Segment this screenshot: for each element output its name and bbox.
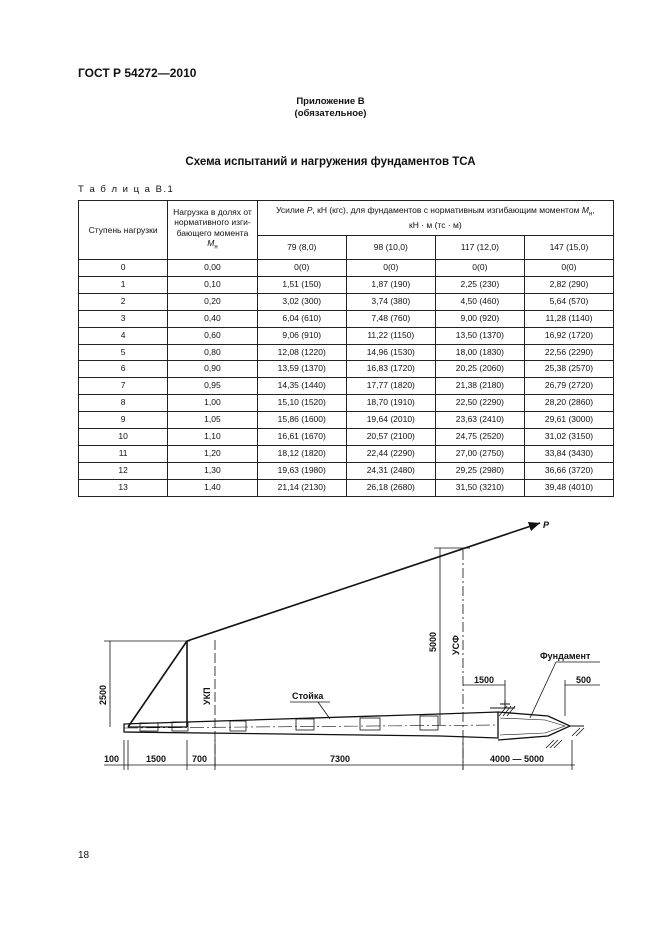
ukp-label: УКП: [202, 687, 212, 705]
table-cell: 3,02 (300): [257, 293, 346, 310]
table-cell: 1,20: [168, 445, 258, 462]
table-cell: 0(0): [524, 260, 613, 277]
dim-7300: 7300: [330, 754, 351, 764]
table-cell: 11,28 (1140): [524, 310, 613, 327]
table-cell: 0(0): [435, 260, 524, 277]
table-cell: 0,40: [168, 310, 258, 327]
usf-label: УСФ: [451, 635, 461, 655]
table-cell: 12,08 (1220): [257, 344, 346, 361]
table-cell: 16,92 (1720): [524, 327, 613, 344]
force-label: P: [543, 520, 550, 530]
table-cell: 21,38 (2180): [435, 378, 524, 395]
document-header: ГОСТ Р 54272—2010: [78, 66, 197, 80]
table-cell: 17,77 (1820): [346, 378, 435, 395]
table-cell: 10: [79, 429, 168, 446]
dim-100: 100: [104, 754, 120, 764]
table-cell: 13,50 (1370): [435, 327, 524, 344]
table-cell: 3: [79, 310, 168, 327]
table-cell: 18,70 (1910): [346, 395, 435, 412]
table-cell: 0,95: [168, 378, 258, 395]
header-stage: Ступень нагрузки: [79, 201, 168, 260]
table-cell: 20,25 (2060): [435, 361, 524, 378]
table-cell: 2,25 (230): [435, 276, 524, 293]
table-cell: 1,10: [168, 429, 258, 446]
pole-outline: [124, 712, 498, 738]
table-cell: 4,50 (460): [435, 293, 524, 310]
table-cell: 1,40: [168, 479, 258, 496]
table-cell: 25,38 (2570): [524, 361, 613, 378]
table-cell: 1,30: [168, 462, 258, 479]
table-cell: 21,14 (2130): [257, 479, 346, 496]
table-cell: 36,66 (3720): [524, 462, 613, 479]
table-cell: 18,00 (1830): [435, 344, 524, 361]
table-cell: 29,61 (3000): [524, 412, 613, 429]
table-cell: 0,10: [168, 276, 258, 293]
appendix-subtitle: (обязательное): [294, 108, 367, 119]
table-cell: 29,25 (2980): [435, 462, 524, 479]
header-moment: 79 (8,0): [257, 236, 346, 260]
dim-500: 500: [576, 675, 592, 685]
table-cell: 9,06 (910): [257, 327, 346, 344]
table-cell: 23,63 (2410): [435, 412, 524, 429]
table-cell: 14,96 (1530): [346, 344, 435, 361]
pole-label: Стойка: [292, 691, 324, 701]
table-cell: 1,00: [168, 395, 258, 412]
header-load-share: Нагрузка в долях от нормативного изги- бающего момента $M_н$: [168, 201, 258, 260]
table-cell: 22,56 (2290): [524, 344, 613, 361]
table-cell: 11,22 (1150): [346, 327, 435, 344]
table-cell: 15,10 (1520): [257, 395, 346, 412]
table-cell: 16,61 (1670): [257, 429, 346, 446]
table-cell: 19,63 (1980): [257, 462, 346, 479]
header-moment: 117 (12,0): [435, 236, 524, 260]
table-cell: 0,20: [168, 293, 258, 310]
table-cell: 13: [79, 479, 168, 496]
table-cell: 9: [79, 412, 168, 429]
table-cell: 26,79 (2720): [524, 378, 613, 395]
header-moment: 147 (15,0): [524, 236, 613, 260]
table-cell: 2: [79, 293, 168, 310]
table-cell: 5,64 (570): [524, 293, 613, 310]
table-label: Т а б л и ц а В.1: [78, 184, 175, 195]
table-cell: 1,05: [168, 412, 258, 429]
table-cell: 0,90: [168, 361, 258, 378]
table-cell: 7,48 (760): [346, 310, 435, 327]
table-cell: 1,51 (150): [257, 276, 346, 293]
dim-700: 700: [192, 754, 208, 764]
table-cell: 11: [79, 445, 168, 462]
table-cell: 33,84 (3430): [524, 445, 613, 462]
table-cell: 1,87 (190): [346, 276, 435, 293]
table-cell: 9,00 (920): [435, 310, 524, 327]
table-cell: 1: [79, 276, 168, 293]
table-cell: 0(0): [257, 260, 346, 277]
table-cell: 12: [79, 462, 168, 479]
table-cell: 22,50 (2290): [435, 395, 524, 412]
header-force: Усилие P, кН (кгс), для фундаментов с нормативным изгибающим моментом $M_н$, кН · м (тс · м): [257, 201, 613, 236]
table-cell: 39,48 (4010): [524, 479, 613, 496]
table-cell: 19,64 (2010): [346, 412, 435, 429]
table-cell: 2,82 (290): [524, 276, 613, 293]
section-title: Схема испытаний и нагружения фундаментов ТСА: [185, 156, 476, 168]
table-cell: 18,12 (1820): [257, 445, 346, 462]
a-frame-leg: [128, 641, 187, 727]
table-cell: 27,00 (2750): [435, 445, 524, 462]
load-cable-line: [187, 523, 540, 641]
table-cell: 0,60: [168, 327, 258, 344]
table-cell: 0(0): [346, 260, 435, 277]
table-cell: 15,86 (1600): [257, 412, 346, 429]
table-cell: 24,75 (2520): [435, 429, 524, 446]
table-cell: 5: [79, 344, 168, 361]
table-cell: 31,02 (3150): [524, 429, 613, 446]
table-cell: 0: [79, 260, 168, 277]
dim-1500-top: 1500: [474, 675, 495, 685]
table-cell: 6: [79, 361, 168, 378]
header-moment: 98 (10,0): [346, 236, 435, 260]
table-cell: 0,80: [168, 344, 258, 361]
page-number: 18: [78, 850, 90, 861]
table-cell: 28,20 (2860): [524, 395, 613, 412]
table-cell: 22,44 (2290): [346, 445, 435, 462]
table-cell: 24,31 (2480): [346, 462, 435, 479]
table-cell: 16,83 (1720): [346, 361, 435, 378]
table-cell: 14,35 (1440): [257, 378, 346, 395]
table-cell: 6,04 (610): [257, 310, 346, 327]
table-cell: 8: [79, 395, 168, 412]
appendix-title: Приложение В: [296, 96, 365, 107]
table-cell: 13,59 (1370): [257, 361, 346, 378]
dim-2500: 2500: [98, 684, 108, 705]
foundation-label: Фундамент: [540, 651, 591, 661]
table-cell: 0,00: [168, 260, 258, 277]
table-cell: 3,74 (380): [346, 293, 435, 310]
table-cell: 7: [79, 378, 168, 395]
table-cell: 4: [79, 327, 168, 344]
table-cell: 20,57 (2100): [346, 429, 435, 446]
dim-4000-5000: 4000 — 5000: [490, 754, 545, 764]
table-cell: 31,50 (3210): [435, 479, 524, 496]
table-cell: 26,18 (2680): [346, 479, 435, 496]
dim-1500: 1500: [146, 754, 167, 764]
dim-5000: 5000: [428, 631, 438, 652]
foundation-outline: [498, 712, 570, 740]
